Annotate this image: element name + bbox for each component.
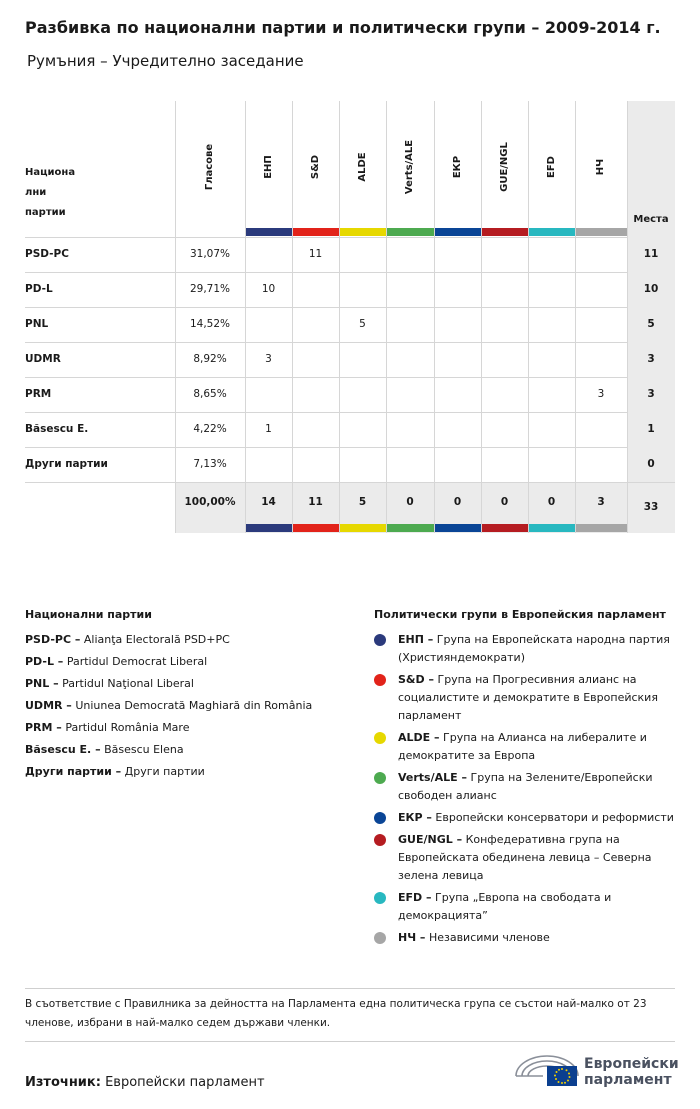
totals-cell: 3 [597,496,605,508]
divider [25,1041,675,1042]
group-color-bar [246,228,292,236]
table-row-seats: 1 [647,422,655,435]
source-line [25,1075,265,1090]
national-party-item [25,721,189,734]
political-group-item [374,769,679,809]
table-row-votes: 14,52% [189,317,231,330]
national-party-item [25,655,207,668]
divider [25,988,675,989]
national-party-abbr: Băsescu E. – [25,743,101,756]
national-party-abbr: PSD-PC – [25,633,81,646]
table-row-party: Други партии [25,457,108,470]
table-row-seats: 3 [647,387,655,400]
political-group-text [398,809,683,827]
ep-logo [513,1052,678,1092]
group-header-5: GUE/NGL [498,142,510,192]
totals-cell: 0 [406,496,414,508]
table-row-party: PD-L [25,282,53,295]
table-row-seats: 5 [647,317,655,330]
table-cell: 11 [308,247,323,260]
national-party-item [25,699,312,712]
header-party-label: партии [25,207,66,218]
political-group-text [398,631,683,667]
row-divider [25,412,627,413]
header-votes-label: Гласове [204,143,215,191]
political-group-desc: Група „Европа на свободата и демокрацията” [398,891,612,922]
table-cell: 3 [597,387,605,400]
table-row-votes: 8,65% [193,387,227,400]
group-color-bar [340,524,386,532]
group-header-4: ЕКР [451,155,463,179]
source-label: Източник: [25,1075,101,1090]
table-row-party: PSD-PC [25,247,69,260]
national-party-name: Alianţa Electorală PSD+PC [83,633,230,646]
rules-note: В съответствие с Правилника за дейността на Парламента една политическа група се състои най-малко от 23 членове, избрани в най-малко седем държави членки. [25,998,647,1029]
national-party-name: Partidul Naţional Liberal [62,677,194,690]
group-color-dot [374,932,386,944]
totals-cell: 14 [261,496,276,508]
political-group-desc: Група на Зелените/Европейски свободен алианс [398,771,653,802]
political-group-text [398,671,683,725]
political-group-abbr: S&D – [398,673,434,686]
political-group-item [374,889,679,929]
national-party-item [25,677,194,690]
header-party-label: лни [25,187,47,198]
group-color-bar [576,524,627,532]
header-party-label: Национа [25,167,76,178]
political-group-desc: Независими членове [428,931,550,944]
table-row-votes: 8,92% [193,352,227,365]
political-groups-heading: Политически групи в Европейския парламент [374,608,666,621]
group-color-bar [340,228,386,236]
logo-line-1: Европейски [584,1056,679,1072]
group-color-bar [529,524,575,532]
group-header-2: ALDE [356,152,368,182]
national-party-abbr: UDMR – [25,699,72,712]
group-color-bar [576,228,627,236]
totals-votes: 100,00% [184,496,236,508]
political-group-item [374,929,679,969]
group-color-bar [387,228,434,236]
political-group-abbr: ЕНП – [398,633,434,646]
group-color-dot [374,834,386,846]
political-group-text [398,729,683,765]
table-row-votes: 29,71% [189,282,231,295]
row-divider [25,342,627,343]
group-color-bar [435,524,481,532]
political-group-abbr: GUE/NGL – [398,833,463,846]
political-group-item [374,631,679,671]
group-color-bar [246,524,292,532]
national-parties-heading: Национални партии [25,608,152,621]
political-group-text [398,831,683,885]
national-party-item [25,633,230,646]
national-party-abbr: PRM – [25,721,62,734]
page-subtitle: Румъния – Учредително заседание [27,52,304,70]
table-cell: 10 [261,282,276,295]
political-group-desc: Европейски консерватори и реформисти [435,811,674,824]
national-party-abbr: PD-L – [25,655,64,668]
table-row-party: PNL [25,317,49,330]
row-divider [25,482,675,483]
table-row-votes: 4,22% [193,422,227,435]
political-group-abbr: НЧ – [398,931,426,944]
national-party-name: Băsescu Elena [104,743,184,756]
group-color-dot [374,892,386,904]
table-row-votes: 31,07% [189,247,231,260]
header-seats-label: Места [633,214,669,225]
political-group-text [398,889,683,925]
national-party-name: Partidul Democrat Liberal [66,655,208,668]
totals-cell: 5 [358,496,367,508]
group-header-6: EFD [545,156,557,178]
political-group-item [374,831,679,882]
group-color-bar [529,228,575,236]
group-header-1: S&D [309,154,321,180]
national-party-name: Uniunea Democrată Maghiară din România [75,699,313,712]
totals-cell: 0 [547,496,556,508]
political-group-abbr: EFD – [398,891,432,904]
column-divider [245,101,246,533]
political-group-abbr: ALDE – [398,731,440,744]
results-table [25,101,675,533]
political-group-abbr: Verts/ALE – [398,771,467,784]
political-group-abbr: ЕКР – [398,811,432,824]
column-divider [434,101,435,533]
column-divider [528,101,529,533]
national-party-abbr: PNL – [25,677,59,690]
column-divider [575,101,576,533]
row-divider [25,237,627,238]
column-divider [386,101,387,533]
table-cell: 1 [265,422,272,435]
logo-line-2: парламент [584,1072,672,1088]
table-row-party: PRM [25,387,52,400]
table-row-votes: 7,13% [193,457,227,470]
political-group-item [374,671,679,722]
group-color-bar [435,228,481,236]
page-title: Разбивка по национални партии и политически групи – 2009-2014 г. [25,18,661,37]
group-color-dot [374,674,386,686]
national-party-name: Други партии [124,765,205,778]
national-party-name: Partidul România Mare [65,721,190,734]
group-color-dot [374,812,386,824]
totals-cell: 11 [308,496,323,508]
political-group-text [398,929,683,947]
row-divider [25,307,627,308]
group-color-bar [387,524,434,532]
group-header-7: НЧ [595,158,606,176]
source-value: Европейски парламент [105,1075,265,1090]
group-color-bar [293,228,339,236]
table-row-seats: 3 [647,352,655,365]
national-party-item [25,765,205,778]
table-row-seats: 0 [647,457,655,470]
row-divider [25,272,627,273]
row-divider [25,377,627,378]
political-group-desc: Конфедеративна група на Европейската обединена левица – Северна зелена левица [398,833,652,882]
column-divider [481,101,482,533]
table-row-seats: 10 [643,282,659,295]
political-group-desc: Група на Алианса на либералите и демократите за Европа [398,731,647,762]
totals-seats: 33 [643,500,659,513]
column-divider [292,101,293,533]
political-group-item [374,729,679,769]
totals-cell: 0 [500,496,509,508]
group-color-dot [374,634,386,646]
national-party-item [25,743,184,756]
group-color-dot [374,772,386,784]
group-header-0: ЕНП [262,155,274,179]
political-group-desc: Група на Прогресивния алианс на социалистите и демократите в Европейския парламент [398,673,658,722]
table-row-seats: 11 [643,247,659,260]
table-cell: 3 [265,352,272,365]
row-divider [25,447,627,448]
group-color-dot [374,732,386,744]
group-header-3: Verts/ALE [404,139,415,195]
group-color-bar [482,228,528,236]
table-row-party: UDMR [25,352,61,365]
table-row-party: Băsescu E. [25,422,89,435]
table-cell: 5 [359,317,366,330]
political-group-desc: Група на Европейската народна партия (Християндемократи) [398,633,670,664]
group-color-bar [482,524,528,532]
national-party-abbr: Други партии – [25,765,122,778]
political-group-text [398,769,683,805]
group-color-bar [293,524,339,532]
totals-cell: 0 [453,496,462,508]
